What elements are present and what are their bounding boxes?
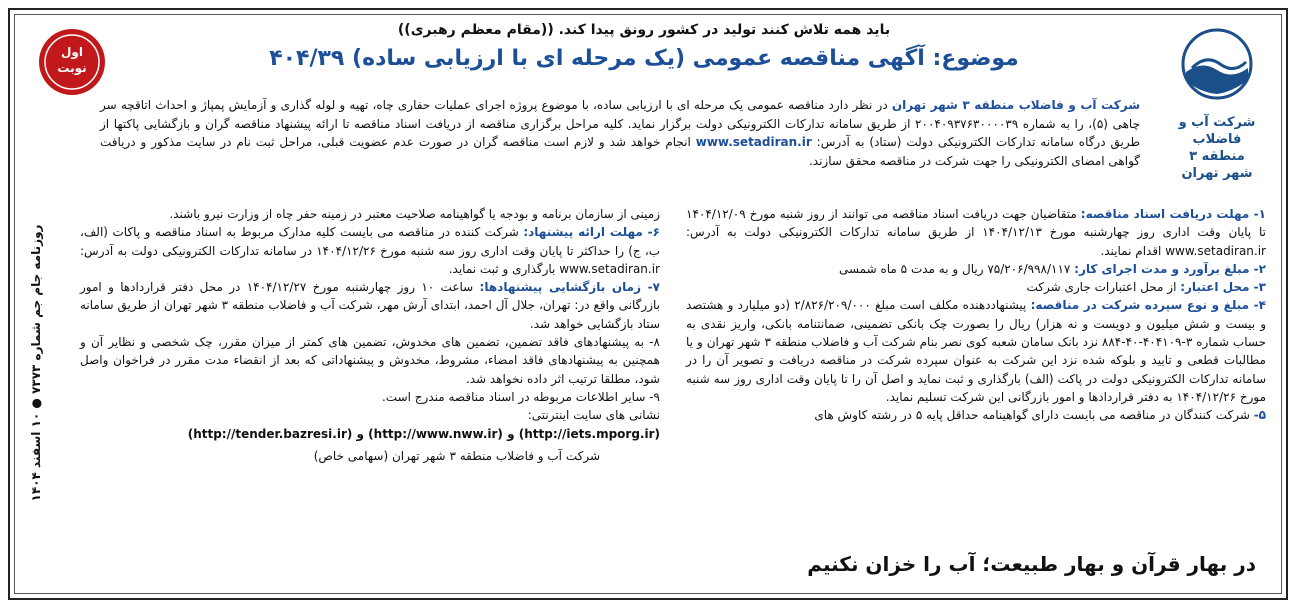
company-logo (1162, 24, 1272, 194)
newspaper-issue-info: روزنامه جام جم شماره ۷۳۷۳ ● ۱۰ اسفند ۱۴۰۴ (29, 224, 43, 502)
item-5-continued: زمینی از سازمان برنامه و بودجه یا گواهینامه صلاحیت معتبر در زمینه حفر چاه از وزارت نیرو باشند. (169, 207, 660, 221)
item-1-label: ۱- مهلت دریافت اسناد مناقصه: (1080, 207, 1266, 221)
item-5-text: شرکت کنندگان در مناقصه می بایست دارای گواهینامه حداقل پایه ۵ در رشته کاوش های (814, 408, 1254, 423)
item-5 (686, 406, 1266, 424)
slogan: در بهار قرآن و بهار طبیعت؛ آب را خزان نکنیم (807, 552, 1256, 576)
item-1 (686, 205, 1266, 260)
item-6 (80, 223, 660, 278)
item-5-label: ۵- (1253, 408, 1266, 423)
company-name: شرکت آب و فاضلاب منطقه ۳ شهر تهران (891, 98, 1141, 112)
intro-paragraph (100, 96, 1140, 170)
item-3-text: از محل اعتبارات جاری شرکت (1026, 280, 1181, 295)
item-7-label: ۷- زمان بازگشایی پیشنهادها: (479, 280, 660, 295)
item-3 (686, 278, 1266, 296)
logo-line-3: شهر تهران (1181, 166, 1253, 181)
item-9: ۹- سایر اطلاعات مربوطه در اسناد مناقصه مندرج است. (381, 389, 660, 404)
item-7-text: ساعت ۱۰ روز چهارشنبه مورخ ۱۴۰۴/۱۲/۲۷ در محل دفتر قراردادها و امور بازرگانی واقع در: تهران، جلال آل احمد، ابتدای آرش مهر، شرکت آب و فاضلاب منطقه ۳ شهر تهران از طریق سامانه ستاد بازگشایی خواهد شد. (80, 280, 660, 331)
water-drop-logo-icon (1172, 24, 1262, 104)
item-3-label: ۳- محل اعتبار: (1180, 280, 1266, 295)
item-4 (686, 296, 1266, 406)
intro-text-2: انجام خواهد شد و لازم است مناقصه گران در صورت عدم عضویت قبلی، مراحل ثبت نام در سایت مذکور و دریافت گواهی امضای الکترونیکی را جهت شرکت در مناقصه محقق سازند. (100, 135, 1140, 168)
header (24, 18, 1272, 98)
item-1-text: متقاضیان جهت دریافت اسناد مناقصه می توانند از روز شنبه مورخ ۱۴۰۴/۱۲/۰۹ تا پایان وقت اداری روز چهارشنبه مورخ ۱۴۰۴/۱۲/۱۳ از طریق سامانه تدارکات الکترونیکی دولت به آدرس: www.setadiran.ir اقدام نمایند. (686, 207, 1266, 258)
item-2-label: ۲- مبلغ برآورد و مدت اجرای کار: (1074, 261, 1266, 276)
leader-quote: باید همه تلاش کنند تولید در کشور رونق پیدا کند. ((مقام معظم رهبری)) (397, 22, 891, 38)
item-2 (686, 260, 1266, 278)
logo-line-1: شرکت آب و فاضلاب (1178, 115, 1256, 147)
right-column (686, 205, 1266, 425)
item-7 (80, 278, 660, 333)
item-4-text: پیشنهاددهنده مکلف است مبلغ ۲/۸۲۶/۲۰۹/۰۰۰ (دو میلیارد و هشتصد و بیست و شش میلیون و دویست و نه هزار) ریال را بصورت چک بانکی تضمینی، ضمانتنامه بانکی، واریز نقدی به حساب شماره ۳-۴۰۴۱۰۹-۴۰-۸۸۴ نزد بانک سامان شعبه کوی نصر بنام شرکت آب و فاضلاب منطقه ۳ شهر تهران و یا مطالبات قطعی و تایید و بلوکه شده نزد این شرکت به عنوان سپرده شرکت در مناقصه دریافت و تصویر آن را در سامانه تدارکات الکترونیکی دولت در پاکت (الف) بارگذاری و ثبت نماید و اصل آن را تا پایان وقت اداری روز سه شنبه مورخ ۱۴۰۴/۱۲/۲۶ به دفتر قراردادها و امور بازرگانی این شرکت تسلیم نماید. (686, 298, 1266, 404)
websites-label: نشانی های سایت اینترنتی: (527, 408, 660, 423)
signature: شرکت آب و فاضلاب منطقه ۳ شهر تهران (سهامی خاص) (313, 448, 600, 463)
badge-line-1: اول (61, 45, 83, 59)
item-6-text: شرکت کننده در مناقصه می بایست کلیه مدارک مربوط به اسناد مناقصه و پاکات (الف، ب، ج) را حداکثر تا پایان وقت اداری روز سه شنبه مورخ ۱۴۰۴/۱۲/۲۶ در سامانه تدارکات الکترونیکی دولت به آدرس: www.setadiran.ir بارگذاری و ثبت نماید. (80, 225, 660, 276)
intro-text-1: در نظر دارد مناقصه عمومی یک مرحله ای با ارزیابی ساده، با موضوع پروژه اجرای عملیات حفاری چاه، تهیه و لوله گذاری و آزمایش پمپاژ و احداث اتاقچه سر چاهی (۵)، را به شماره ۲۰۰۴۰۹۳۷۶۳۰۰۰۰۳۹ از طریق سامانه تدارکات الکترونیکی دولت برگزار نماید. کلیه مراحل برگزاری مناقصه از دریافت اسناد مناقصه تا ارائه پیشنهاد مناقصه گران و بازگشایی پاکتها از طریق درگاه سامانه تدارکات الکترونیکی دولت (ستاد) به آدرس: (100, 98, 1141, 149)
item-8: ۸- به پیشنهادهای فاقد تضمین، تضمین های مخدوش، تضمین های کمتر از میزان مقرر، چک شخصی و نظایر آن و همچنین به پیشنهادهای فاقد امضاء، مشروط، مخدوش و پیشنهاداتی که بعد از انقضاء مدت مقرر در فراخوان واصل شود، مطلقا ترتیب اثر داده نخواهد شد. (80, 335, 660, 386)
item-6-label: ۶- مهلت ارائه پیشنهاد: (523, 225, 660, 240)
badge-line-2: نوبت (57, 61, 87, 75)
websites-list[interactable]: (http://iets.mporg.ir) و (http://www.nww.ir) و (http://tender.bazresi.ir) (187, 426, 660, 441)
ad-title: موضوع: آگهی مناقصه عمومی (یک مرحله ای با ارزیابی ساده) ۴۰۴/۳۹ (269, 46, 1019, 71)
newspaper-sidebar (16, 130, 42, 590)
left-column (80, 205, 660, 465)
setad-url[interactable]: www.setadiran.ir (695, 135, 812, 149)
first-publication-badge (36, 26, 108, 98)
item-4-label: ۴- مبلغ و نوع سپرده شرکت در مناقصه: (1030, 298, 1266, 313)
logo-line-2: منطقه ۳ (1189, 149, 1245, 164)
item-2-text: ۷۵/۲۰۶/۹۹۸/۱۱۷ ریال و به مدت ۵ ماه شمسی (838, 261, 1075, 276)
